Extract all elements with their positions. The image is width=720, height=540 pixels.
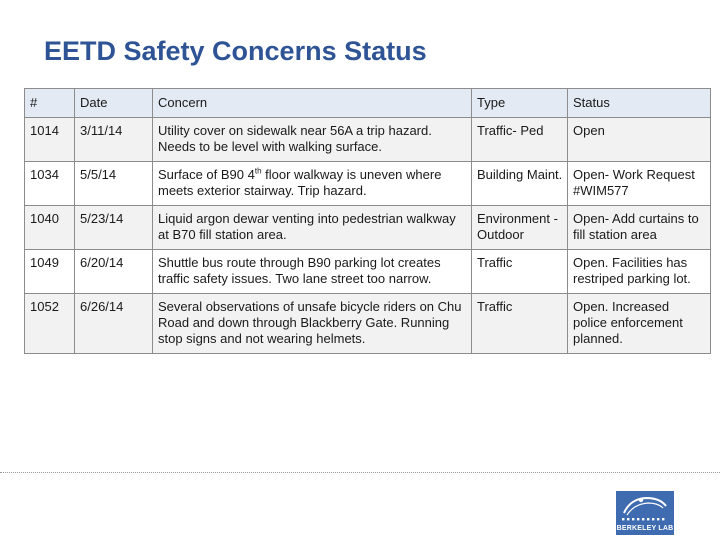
cell-date: 5/23/14 (75, 206, 153, 250)
cell-status: Open. Increased police enforcement planned. (568, 294, 711, 354)
table-row (25, 118, 711, 162)
cell-concern: Several observations of unsafe bicycle riders on Chu Road and down through Blackberry Gate. Running stop signs and not wearing helmets. (153, 294, 472, 354)
cell-status: Open. Facilities has restriped parking lot. (568, 250, 711, 294)
cell-status: Open- Work Request #WIM577 (568, 162, 711, 206)
cell-concern: Shuttle bus route through B90 parking lot creates traffic safety issues. Two lane street too narrow. (153, 250, 472, 294)
cell-date: 6/26/14 (75, 294, 153, 354)
cell-number: 1052 (25, 294, 75, 354)
column-header-type: Type (472, 89, 568, 118)
table-header-row (25, 89, 711, 118)
cell-number: 1040 (25, 206, 75, 250)
page-title: EETD Safety Concerns Status (44, 36, 427, 66)
footer-divider (0, 472, 720, 473)
cell-type: Building Maint. (472, 162, 568, 206)
cell-type: Traffic- Ped (472, 118, 568, 162)
cell-date: 6/20/14 (75, 250, 153, 294)
column-header-number: # (25, 89, 75, 118)
column-header-status: Status (568, 89, 711, 118)
cell-number: 1049 (25, 250, 75, 294)
cell-status: Open- Add curtains to fill station area (568, 206, 711, 250)
cell-status: Open (568, 118, 711, 162)
cell-date: 3/11/14 (75, 118, 153, 162)
berkeley-lab-logo (616, 491, 674, 535)
table-row (25, 162, 711, 206)
table-row (25, 250, 711, 294)
cell-type: Traffic (472, 294, 568, 354)
safety-concerns-table (24, 88, 711, 354)
cell-concern: Liquid argon dewar venting into pedestrian walkway at B70 fill station area. (153, 206, 472, 250)
cell-date: 5/5/14 (75, 162, 153, 206)
logo-wordmark: BERKELEY LAB (616, 525, 674, 532)
table-row (25, 206, 711, 250)
column-header-date: Date (75, 89, 153, 118)
cell-number: 1014 (25, 118, 75, 162)
cell-type: Environment - Outdoor (472, 206, 568, 250)
ordinal-suffix: th (254, 166, 262, 176)
cell-concern (153, 162, 472, 206)
cell-concern: Utility cover on sidewalk near 56A a trip hazard. Needs to be level with walking surface. (153, 118, 472, 162)
cell-type: Traffic (472, 250, 568, 294)
column-header-concern: Concern (153, 89, 472, 118)
concern-text-start: Surface of B90 4 (158, 167, 255, 182)
concern-text-end: floor walkway is uneven where meets exterior stairway. Trip hazard. (158, 167, 442, 198)
cell-number: 1034 (25, 162, 75, 206)
table-row (25, 294, 711, 354)
